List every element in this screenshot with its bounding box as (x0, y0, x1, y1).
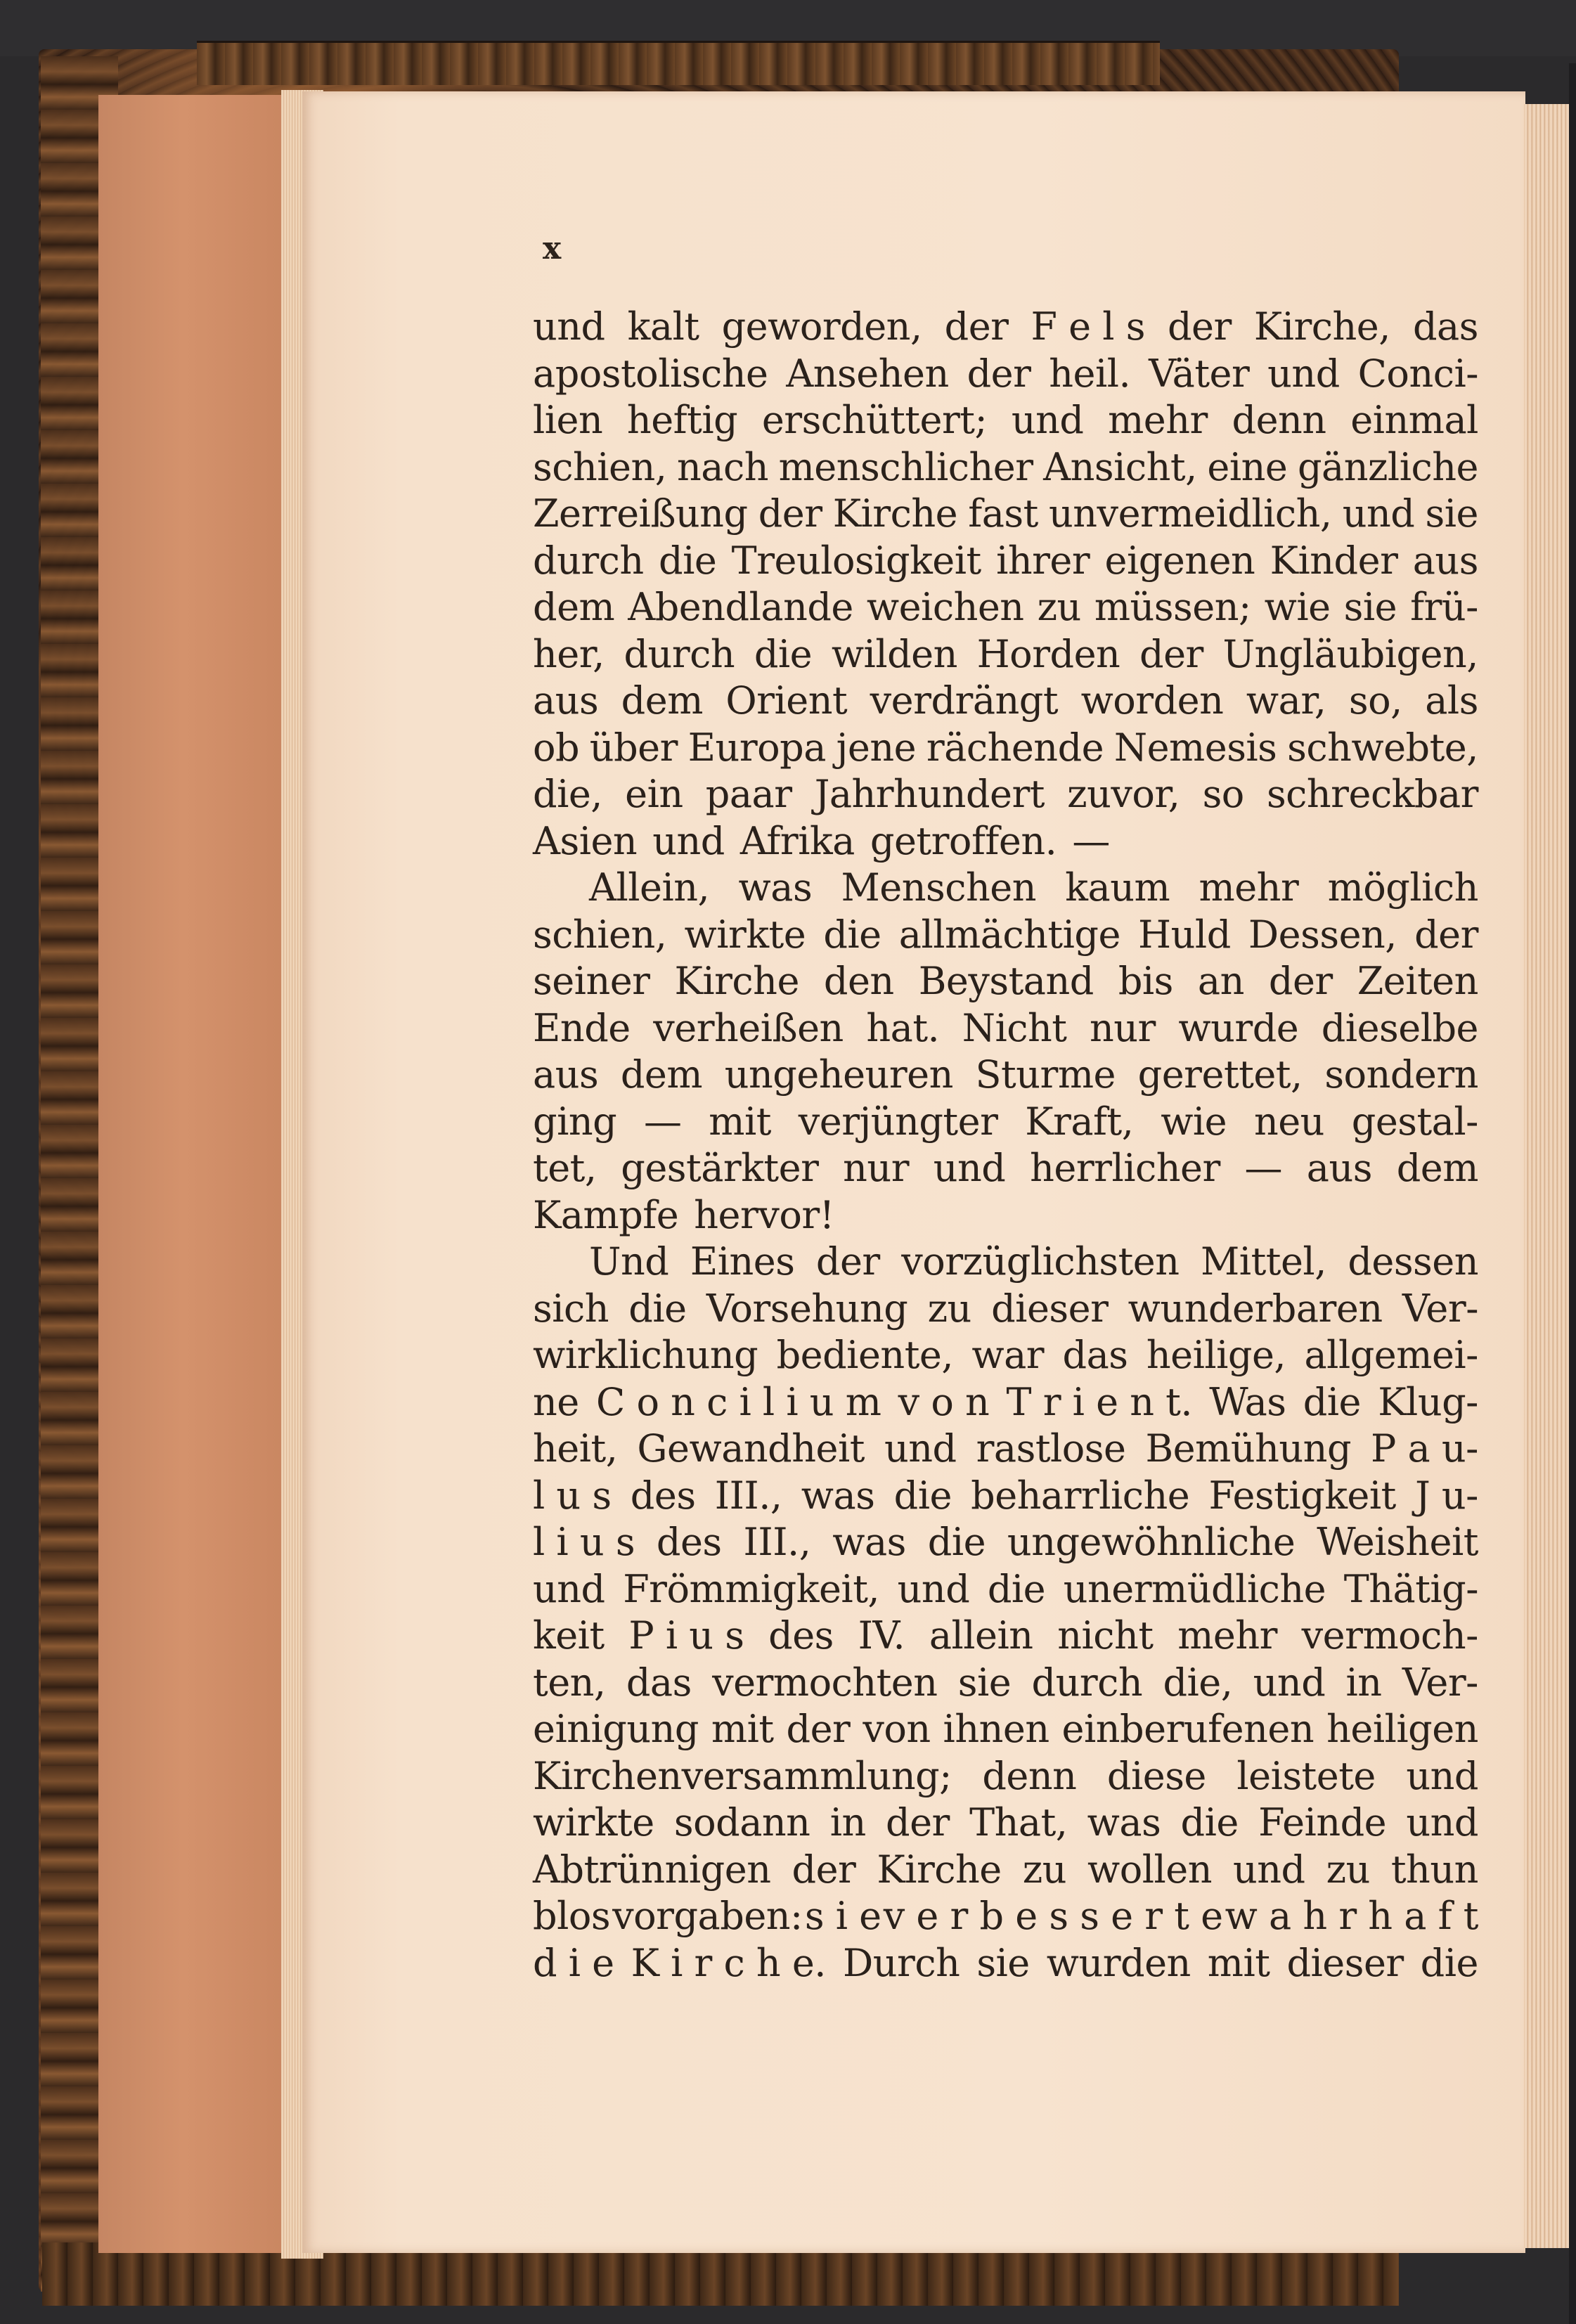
word: Allein, (589, 865, 710, 910)
page-fore-edge (1524, 104, 1576, 2248)
body-text (533, 304, 1478, 1987)
word: Ansicht, (1043, 444, 1197, 489)
word: P i u s (628, 1613, 744, 1658)
word: mit (711, 1707, 774, 1751)
text-line (533, 631, 1478, 678)
word: s i e (804, 1894, 881, 1938)
word: die, (533, 772, 602, 816)
word: thun (1390, 1847, 1478, 1892)
word: die (659, 538, 717, 583)
word: rächende (926, 725, 1104, 770)
word: Weisheit (1317, 1520, 1478, 1564)
word: F e l s (1031, 304, 1145, 349)
word: nach (676, 444, 768, 489)
word: Kirche (832, 491, 958, 536)
word: v e r b e s s e r t e (883, 1894, 1223, 1938)
word: allein (929, 1613, 1033, 1658)
word: kalt (627, 304, 699, 349)
text-line (533, 678, 1478, 725)
word: C o n c i l i u m (595, 1379, 881, 1424)
text-line (533, 1800, 1478, 1847)
word: in (829, 1800, 866, 1845)
word: wunderbaren (1128, 1286, 1383, 1331)
word: verjüngter (798, 1099, 998, 1144)
word: Jahrhundert (814, 772, 1045, 816)
word: Beystand (918, 959, 1094, 1003)
word: Afrika (739, 818, 855, 863)
word: und (1011, 398, 1084, 442)
word: Abtrünnigen (533, 1847, 771, 1892)
word: T r i e n t. (1006, 1379, 1193, 1424)
text-line (533, 1893, 1478, 1940)
text-line (533, 725, 1478, 772)
word: herrlicher (1030, 1146, 1220, 1190)
word: über (589, 725, 678, 770)
right-background (1569, 63, 1576, 2324)
word: durch (624, 631, 735, 676)
word: Sturme (975, 1052, 1116, 1097)
word: das (626, 1660, 692, 1705)
word: die (628, 1286, 687, 1331)
text-line (533, 1753, 1478, 1800)
word: Thätig- (1343, 1566, 1478, 1611)
word: lien (533, 398, 603, 442)
word: wurden (1046, 1940, 1191, 1985)
word: möglich (1327, 865, 1478, 910)
word: eigenen (1104, 538, 1255, 583)
word: eine (1207, 444, 1288, 489)
word: P a u- (1371, 1426, 1478, 1471)
word: gerettet, (1137, 1052, 1303, 1097)
word: hat. (866, 1005, 940, 1050)
word: aus (533, 1052, 599, 1097)
word: gestärkter (621, 1146, 819, 1190)
word: sie (976, 1940, 1030, 1985)
word: Bemühung (1145, 1426, 1352, 1471)
word: Nemesis (1113, 725, 1277, 770)
word: das (1412, 304, 1478, 349)
word: ihnen (943, 1707, 1049, 1751)
word: Vorsehung (706, 1286, 908, 1331)
word: sie (1343, 585, 1397, 629)
word: getroffen. (870, 818, 1057, 863)
word: w a h r h a f t (1225, 1894, 1478, 1938)
word: der (1167, 304, 1232, 349)
word: mit (709, 1099, 771, 1144)
word: und (933, 1146, 1006, 1190)
word: aus (1412, 538, 1478, 583)
word: dieser (1286, 1940, 1404, 1985)
word: sie (1425, 491, 1478, 536)
text-line (533, 304, 1478, 351)
word: Zeiten (1357, 959, 1478, 1003)
text-line (533, 771, 1478, 818)
word: heit, (533, 1426, 618, 1471)
word: heilige, (1146, 1333, 1286, 1377)
word: schreckbar (1266, 772, 1478, 816)
word: heil. (1049, 351, 1131, 396)
word: schwebte, (1287, 725, 1478, 770)
word: müssen; (1094, 585, 1251, 629)
word: dem (1396, 1146, 1478, 1190)
word: l u s (533, 1473, 612, 1518)
word: gestal- (1351, 1099, 1478, 1144)
word: der (967, 351, 1031, 396)
text-line (533, 1566, 1478, 1613)
word: heiligen (1326, 1707, 1478, 1751)
word: heftig (626, 398, 738, 442)
text-line (533, 1192, 1478, 1239)
text-line (533, 1613, 1478, 1660)
word: der (1268, 959, 1333, 1003)
text-line (533, 351, 1478, 398)
cover-top-edge (197, 41, 1160, 85)
text-line (533, 1052, 1478, 1099)
word: als (1425, 678, 1478, 723)
text-line (533, 1145, 1478, 1192)
word: der (815, 1239, 880, 1284)
word: sodann (673, 1800, 810, 1845)
word: die (823, 912, 881, 957)
word: verdrängt (870, 678, 1059, 723)
text-line (533, 1940, 1478, 1987)
text-line (533, 444, 1478, 491)
word: mehr (1108, 398, 1208, 442)
word: das (1062, 1333, 1128, 1377)
word: durch (1031, 1660, 1143, 1705)
word: die (987, 1566, 1046, 1611)
word: IV. (858, 1613, 905, 1658)
word: Ver- (1402, 1286, 1478, 1331)
word: Durch (842, 1940, 960, 1985)
word: die (1180, 1800, 1239, 1845)
word: neu (1253, 1099, 1324, 1144)
word: — (1244, 1146, 1283, 1190)
word: Was (1209, 1379, 1286, 1424)
word: dem (620, 1052, 703, 1097)
word: zu (1326, 1847, 1370, 1892)
word: apostolische (533, 351, 768, 396)
word: und (1342, 491, 1415, 536)
word: Europa (687, 725, 826, 770)
word: Conci- (1357, 351, 1478, 396)
word: einberufenen (1061, 1707, 1315, 1751)
word: den (823, 959, 894, 1003)
word: und (533, 1566, 605, 1611)
word: war (971, 1333, 1045, 1377)
word: Kraft, (1025, 1099, 1134, 1144)
word: III., (743, 1520, 811, 1564)
word: Horden (976, 631, 1120, 676)
word: der (786, 1707, 851, 1751)
word: zu (1022, 1847, 1066, 1892)
word: hervor! (694, 1192, 834, 1237)
word: Kirche (877, 1847, 1002, 1892)
word: und (1406, 1800, 1478, 1845)
word: gänzliche (1297, 444, 1478, 489)
word: allgemei- (1304, 1333, 1478, 1377)
word: her, (533, 631, 605, 676)
word: nur (1089, 1005, 1156, 1050)
word: Zerreißung (533, 491, 748, 536)
word: K i r c h e. (631, 1940, 826, 1985)
word: d i e (533, 1940, 614, 1985)
word: die (1303, 1379, 1361, 1424)
text-line (533, 1519, 1478, 1566)
word: rastlose (976, 1426, 1126, 1471)
word: seiner (533, 959, 650, 1003)
word: mit (1207, 1940, 1270, 1985)
text-line (533, 1286, 1478, 1333)
word: bediente, (776, 1333, 954, 1377)
word: Eines (690, 1239, 795, 1284)
word: Kampfe (533, 1192, 679, 1237)
word: einigung (533, 1707, 699, 1751)
text-line (533, 1847, 1478, 1894)
word: Ansehen (786, 351, 949, 396)
word: — (1072, 818, 1110, 863)
word: worden (1080, 678, 1224, 723)
word: die, (1163, 1660, 1233, 1705)
word: denn (982, 1753, 1077, 1798)
word: paar (705, 772, 792, 816)
text-line (533, 1239, 1478, 1286)
word: jene (836, 725, 917, 770)
word: unermüdliche (1063, 1566, 1326, 1611)
word: des (630, 1473, 696, 1518)
word: die (754, 631, 813, 676)
word: verheißen (653, 1005, 844, 1050)
word: ungeheuren (724, 1052, 953, 1097)
word: Ende (533, 1005, 631, 1050)
word: Kirche, (1253, 304, 1390, 349)
word: J u- (1415, 1473, 1478, 1518)
word: und (1406, 1753, 1478, 1798)
word: was (832, 1520, 906, 1564)
word: und (897, 1566, 970, 1611)
word: wie (1161, 1099, 1227, 1144)
word: schien, (533, 912, 667, 957)
text-line (533, 912, 1478, 959)
word: war, (1246, 678, 1326, 723)
word: ne (533, 1379, 579, 1424)
word: wirkte (684, 912, 806, 957)
word: mehr (1199, 865, 1299, 910)
word: vermoch- (1301, 1613, 1478, 1658)
word: ob (533, 725, 580, 770)
word: vermochten (712, 1660, 938, 1705)
word: so, (1348, 678, 1402, 723)
text-line (533, 1332, 1478, 1379)
word: Feinde (1258, 1800, 1387, 1845)
word: mehr (1177, 1613, 1277, 1658)
word: dem (533, 585, 615, 629)
word: Und (589, 1239, 669, 1284)
word: was (801, 1473, 875, 1518)
word: Orient (725, 678, 848, 723)
text-line (533, 1379, 1478, 1426)
text-line (533, 958, 1478, 1005)
word: und (652, 818, 725, 863)
word: wie (1264, 585, 1331, 629)
word: Nicht (962, 1005, 1067, 1050)
word: des (656, 1520, 722, 1564)
text-line (533, 865, 1478, 912)
word: sie (957, 1660, 1012, 1705)
word: That, (969, 1800, 1068, 1845)
word: dieser (991, 1286, 1109, 1331)
word: Menschen (841, 865, 1036, 910)
word: ten, (533, 1660, 606, 1705)
word: von (863, 1707, 931, 1751)
word: ging (533, 1099, 617, 1144)
word: keit (533, 1613, 605, 1658)
word: und (1267, 351, 1340, 396)
text-line (533, 1005, 1478, 1052)
word: Gewandheit (637, 1426, 865, 1471)
word: wirklichung (533, 1333, 758, 1377)
word: tet, (533, 1146, 597, 1190)
word: bis (1118, 959, 1173, 1003)
word: zu (927, 1286, 971, 1331)
text-line (533, 538, 1478, 585)
word: der (1139, 631, 1203, 676)
word: Abendlande (628, 585, 853, 629)
word: dieselbe (1321, 1005, 1478, 1050)
word: Kinder (1270, 538, 1398, 583)
word: und (1253, 1660, 1326, 1705)
word: l i u s (533, 1520, 635, 1564)
word: vorzüglichsten (901, 1239, 1180, 1284)
word: wurde (1178, 1005, 1299, 1050)
word: die (893, 1473, 952, 1518)
text-line (533, 818, 1478, 865)
word: Klug- (1378, 1379, 1478, 1424)
word: der (758, 491, 822, 536)
word: dem (621, 678, 703, 723)
word: Kirchenversammlung; (533, 1753, 952, 1798)
word: der (792, 1847, 856, 1892)
word: wirkte (533, 1800, 654, 1845)
word: der (886, 1800, 950, 1845)
word: so (1202, 772, 1244, 816)
word: ein (625, 772, 683, 816)
word: an (1197, 959, 1244, 1003)
word: unvermeidlich, (1049, 491, 1332, 536)
word: was (738, 865, 813, 910)
word: und (884, 1426, 957, 1471)
word: aus (1306, 1146, 1372, 1190)
word: zu (1037, 585, 1081, 629)
word: durch (533, 538, 644, 583)
word: nicht (1057, 1613, 1154, 1658)
word: wollen (1087, 1847, 1212, 1892)
word: Mittel, (1201, 1239, 1326, 1284)
word: frü- (1410, 585, 1478, 629)
word: Ungläubigen, (1222, 631, 1478, 676)
text-line (533, 584, 1478, 631)
word: nur (843, 1146, 910, 1190)
word: schien, (533, 444, 667, 489)
word: blos (533, 1894, 611, 1938)
word: denn (1232, 398, 1326, 442)
text-line (533, 1099, 1478, 1146)
word: beharrliche (971, 1473, 1190, 1518)
endpaper (98, 95, 312, 2253)
word: sondern (1324, 1052, 1478, 1097)
text-line (533, 397, 1478, 444)
word: zuvor, (1067, 772, 1180, 816)
word: und (1233, 1847, 1305, 1892)
word: Kirche (674, 959, 799, 1003)
word: weichen (866, 585, 1024, 629)
word: erschüttert; (761, 398, 988, 442)
word: was (1087, 1800, 1161, 1845)
text-line (533, 1426, 1478, 1473)
word: der (944, 304, 1009, 349)
word: einmal (1350, 398, 1478, 442)
word: dessen (1348, 1239, 1478, 1284)
word: allmächtige (898, 912, 1120, 957)
word: Väter (1149, 351, 1250, 396)
word: wilden (831, 631, 957, 676)
word: die (927, 1520, 986, 1564)
text-line (533, 1660, 1478, 1707)
page-number: x (543, 231, 562, 266)
word: kaum (1065, 865, 1170, 910)
text-line (533, 1473, 1478, 1520)
word: ungewöhnliche (1007, 1520, 1296, 1564)
word: Festigkeit (1208, 1473, 1396, 1518)
word: die (1420, 1940, 1478, 1985)
text-line (533, 1706, 1478, 1753)
word: vorgaben: (612, 1894, 803, 1938)
word: menschlicher (778, 444, 1033, 489)
word: — (643, 1099, 682, 1144)
word: Treulosigkeit (731, 538, 981, 583)
word: III., (714, 1473, 782, 1518)
word: aus (533, 678, 599, 723)
word: und (533, 304, 605, 349)
word: Frömmigkeit, (623, 1566, 880, 1611)
word: v o n (898, 1379, 990, 1424)
word: des (768, 1613, 834, 1658)
text-line (533, 491, 1478, 538)
word: diese (1106, 1753, 1206, 1798)
word: Ver- (1402, 1660, 1478, 1705)
word: Huld (1138, 912, 1231, 957)
word: Asien (533, 818, 638, 863)
word: geworden, (721, 304, 922, 349)
word: ihrer (996, 538, 1090, 583)
word: der (1414, 912, 1478, 957)
word: fast (968, 491, 1038, 536)
word: leistete (1236, 1753, 1376, 1798)
word: Dessen, (1248, 912, 1397, 957)
word: sich (533, 1286, 609, 1331)
word: in (1345, 1660, 1382, 1705)
